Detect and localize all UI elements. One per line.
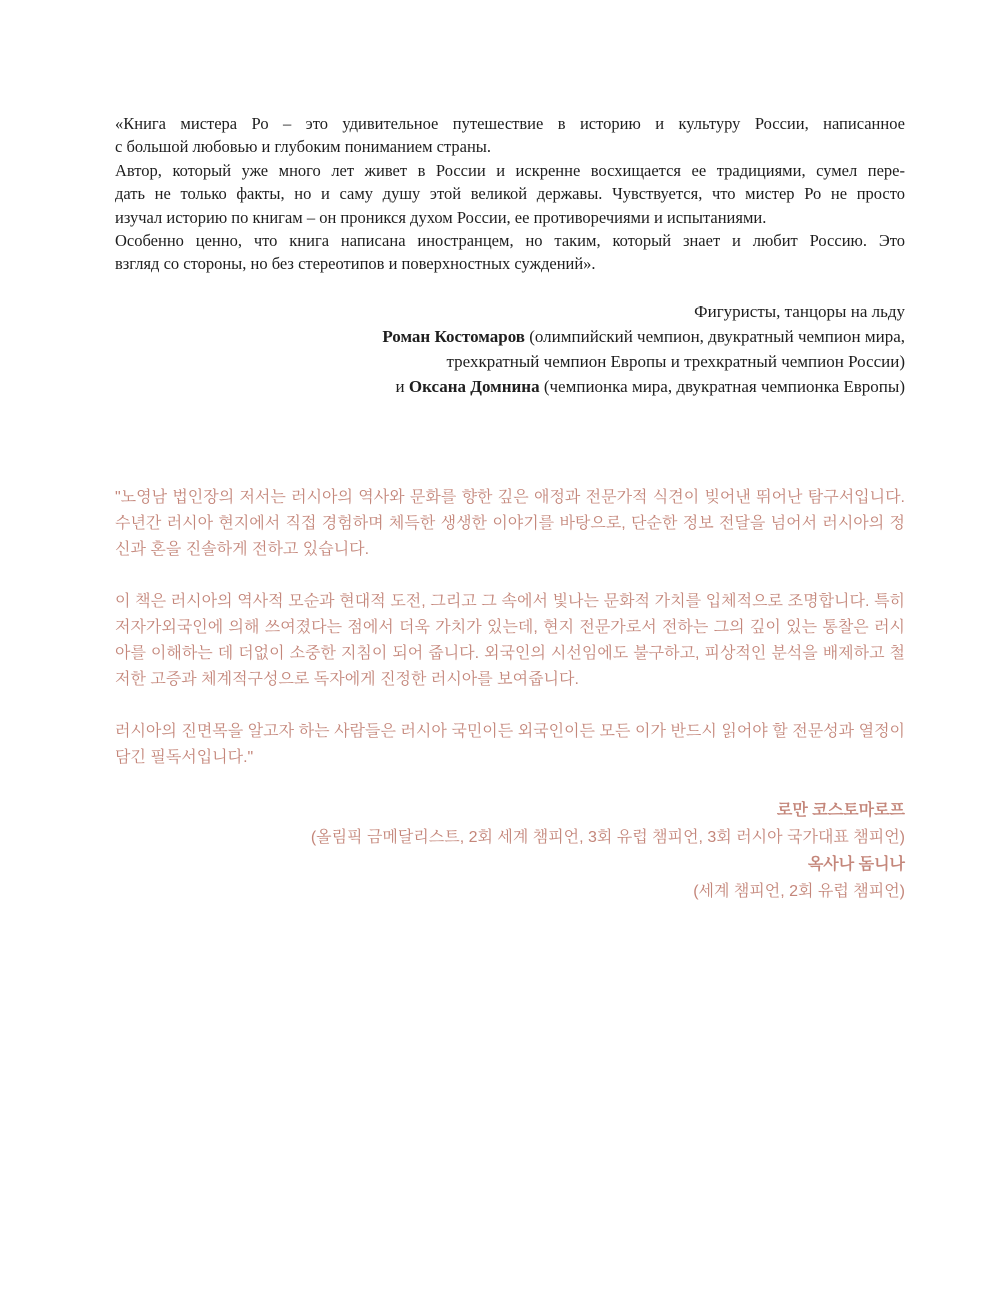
reviewer-credentials-ko: (올림픽 금메달리스트, 2회 세계 챔피언, 3회 유럽 챔피언, 3회 러시아 국가대표 챔피언) xyxy=(310,828,905,846)
reviewer-name-domnina-ko: 옥사나 돔니나 xyxy=(807,855,905,873)
reviewer-credentials: (чемпионка мира, двукратная чемпионка Европы) xyxy=(539,376,905,396)
korean-quote-paragraph: "노영남 법인장의 저서는 러시아의 역사와 문화를 향한 깊은 애정과 전문가적 식견이 빚어낸 뛰어난 탐구서입니다. 수년간 러시아 현지에서 직접 경험하며 체득한 생생한 이야기를 바탕으로, 단순한 정보 전달을 넘어서 러시아의 정신과 혼을 진솔하게 전하고 있습니다. xyxy=(115,488,905,558)
conjunction: и xyxy=(395,376,409,396)
reviewer-line xyxy=(115,324,905,349)
korean-review-quote xyxy=(115,485,905,771)
russian-quote-line: дать не только факты, но и саму душу этой великой державы. Чувствуется, что мистер Ро не просто xyxy=(115,184,905,204)
page-content xyxy=(115,0,905,905)
russian-quote-line: Особенно ценно, что книга написана иностранцем, но таким, который знает и любит Россию. Это xyxy=(115,231,905,251)
reviewer-name-domnina: Оксана Домнина xyxy=(408,376,540,396)
reviewer-credentials: (олимпийский чемпион, двукратный чемпион мира, xyxy=(524,326,905,346)
russian-quote-line: изучал историю по книгам – он проникся духом России, ее противоречиями и испытаниями. xyxy=(115,207,767,227)
korean-quote-paragraph: 러시아의 진면목을 알고자 하는 사람들은 러시아 국민이든 외국인이든 모든 이가 반드시 읽어야 할 전문성과 열정이 담긴 필독서입니다." xyxy=(115,722,905,766)
russian-quote-line: «Книга мистера Ро – это удивительное путешествие в историю и культуру России, написанное xyxy=(115,114,905,133)
reviewer-name-kostomarov-ko: 로만 코스토마로프 xyxy=(776,801,905,819)
russian-review-quote xyxy=(115,0,905,276)
korean-review-attribution xyxy=(115,797,905,905)
reviewers-role: Фигуристы, танцоры на льду xyxy=(694,301,905,321)
russian-quote-line: с большой любовью и глубоким пониманием страны. xyxy=(115,137,492,157)
russian-review-attribution xyxy=(115,299,905,399)
russian-quote-line: Автор, который уже много лет живет в России и искренне восхищается ее традициями, сумел пере- xyxy=(115,160,905,180)
reviewer-credentials-continued: трехкратный чемпион Европы и трехкратный чемпион России) xyxy=(446,351,905,371)
reviewer-name-kostomarov: Роман Костомаров xyxy=(382,326,525,346)
russian-quote-line: взгляд со стороны, но без стереотипов и поверхностных суждений». xyxy=(115,254,596,274)
korean-quote-paragraph: 이 책은 러시아의 역사적 모순과 현대적 도전, 그리고 그 속에서 빛나는 문화적 가치를 입체적으로 조명합니다. 특히 저자가외국인에 의해 쓰여졌다는 점에서 더욱 가치가 있는데, 현지 전문가로서 전하는 그의 깊이 있는 통찰은 러시아를 이해하는 데 더없이 소중한 지침이 되어 줍니다. 외국인의 시선임에도 불구하고, 피상적인 분석을 배제하고 철저한 고증과 체계적구성으로 독자에게 진정한 러시아를 보여줍니다. xyxy=(115,592,905,688)
reviewer-credentials-ko: (세계 챔피언, 2회 유럽 챔피언) xyxy=(693,882,905,900)
reviewer-line xyxy=(115,374,905,399)
